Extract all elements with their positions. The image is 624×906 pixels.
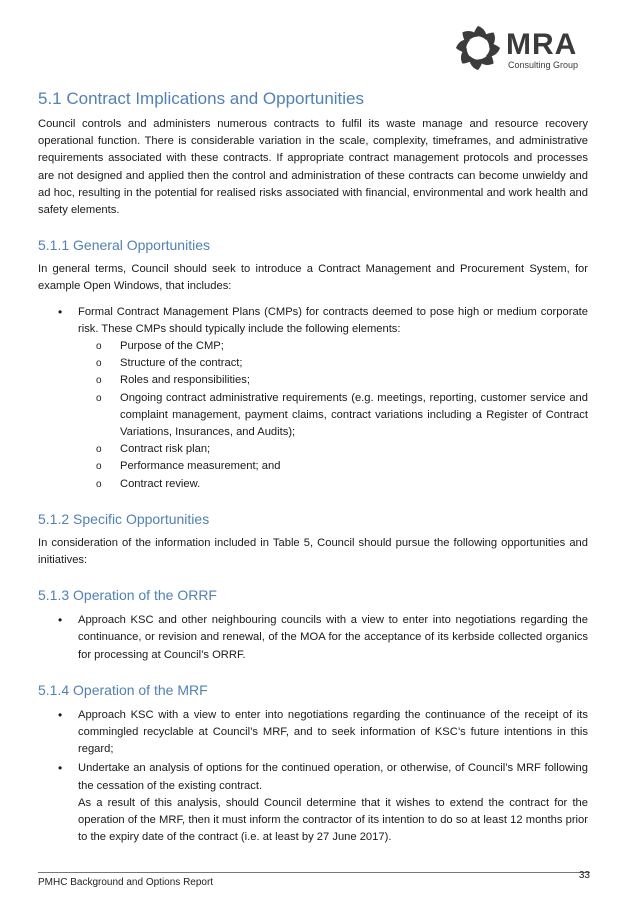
section-heading-5-1: 5.1 Contract Implications and Opportunities <box>38 89 365 108</box>
section-5-1-1-bullet-list <box>38 304 588 493</box>
section-heading-5-1-4: 5.1.4 Operation of the MRF <box>38 681 208 698</box>
section-5-1-4-bullet-list <box>38 707 588 847</box>
bullet-item <box>38 760 588 846</box>
section-heading-5-1-2: 5.1.2 Specific Opportunities <box>38 510 210 527</box>
section-5-1-paragraph: Council controls and administers numerous contracts to fulfil its waste manage and resource recovery operational function. There is considerable variation in the scale, complexity, timeframes, and administrative requirements associated with these contracts. If appropriate contract management protocols and processes are not designed and applied then the control and administration of these contracts can become unwieldy and ad hoc, resulting in the potential for realised risks associated with financial, environmental and work health and safety elements. <box>38 118 588 217</box>
bullet-followup-text: As a result of this analysis, should Council determine that it wishes to extend the contract for the operation of the MRF, then it must inform the contractor of its intention to do so at least 12 months prior to the expiry date of the contract (i.e. at least by 27 June 2017). <box>78 796 588 844</box>
logo-subtitle: Consulting Group <box>508 60 579 70</box>
sub-list-item: o Purpose of the CMP; <box>78 338 588 355</box>
sub-list-item: o Performance measurement; and <box>78 458 588 475</box>
section-5-1-1-intro: In general terms, Council should seek to introduce a Contract Management and Procurement System, for example Open Windows, that includes: <box>38 263 588 293</box>
sub-list-item: o Ongoing contract administrative requirements (e.g. meetings, reporting, customer service and complaint management, payment claims, contract variations including a Register of Contract Variations, Insurances, and Audits); <box>78 390 588 442</box>
sub-list-item: o Roles and responsibilities; <box>78 372 588 389</box>
document-body <box>38 88 588 849</box>
sub-list-item: o Structure of the contract; <box>78 355 588 372</box>
logo-swirl-icon <box>452 22 504 74</box>
bullet-text: • Undertake an analysis of options for the continued operation, or otherwise, of Council’s MRF following the cessation of the existing contract. <box>78 762 588 792</box>
section-5-1-3-bullet-list <box>38 612 588 664</box>
bullet-text: Formal Contract Management Plans (CMPs) for contracts deemed to pose high or medium corporate risk. These CMPs should typically include the following elements: <box>78 305 588 335</box>
cmp-elements-list <box>78 338 588 493</box>
page-number: 33 <box>578 870 590 881</box>
bullet-item: • Approach KSC with a view to enter into negotiations regarding the continuance of the receipt of its commingled recyclable at Council’s MRF, and to seek information of KSC’s future intentions in this regard; <box>38 707 588 759</box>
company-logo <box>452 22 592 76</box>
section-heading-5-1-3: 5.1.3 Operation of the ORRF <box>38 587 217 604</box>
bullet-item <box>38 304 588 493</box>
sub-list-item: o Contract risk plan; <box>78 441 588 458</box>
footer-report-title: PMHC Background and Options Report <box>38 877 214 888</box>
logo-brand-text: MRA <box>506 28 578 61</box>
sub-list-item: o Contract review. <box>78 476 588 493</box>
bullet-item: • Approach KSC and other neighbouring councils with a view to enter into negotiations regarding the continuance, or revision and renewal, of the MOA for the acceptance of its kerbside collected organics for processing at Council’s ORRF. <box>38 612 588 664</box>
page-footer <box>38 872 590 888</box>
section-heading-5-1-1: 5.1.1 General Opportunities <box>38 237 210 254</box>
section-5-1-2-paragraph: In consideration of the information included in Table 5, Council should pursue the following opportunities and initiatives: <box>38 536 588 567</box>
